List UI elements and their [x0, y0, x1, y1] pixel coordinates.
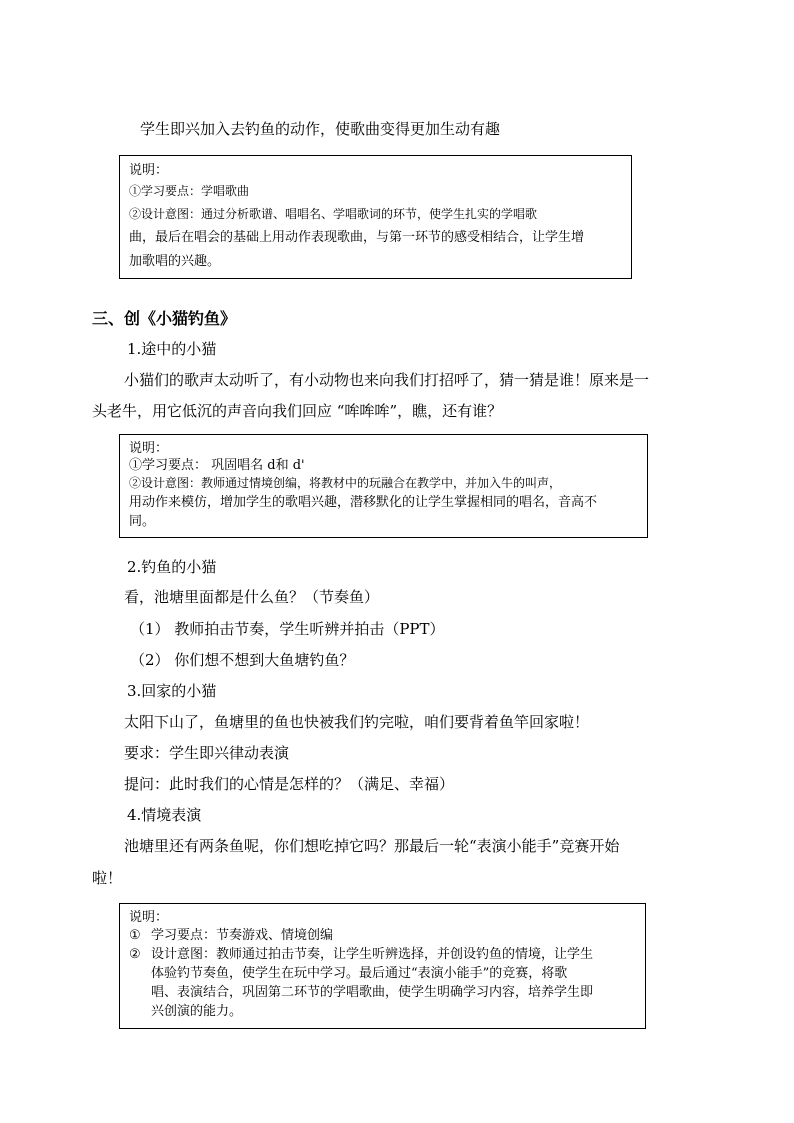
note-title: 说明： [129, 441, 169, 456]
note-line: 唱、表演结合，巩固第二环节的学唱歌曲，使学生明确学习内容，培养学生即 [151, 985, 594, 1000]
note-line: ②设计意图：教师通过情境创编，将教材中的玩融合在教学中，并加入牛的叫声， [129, 476, 562, 490]
note-marker: ① [129, 928, 141, 943]
subheading-4: 4.情境表演 [127, 806, 202, 824]
paragraph-line: 啦！ [92, 869, 123, 887]
note-line: 曲，最后在唱会的基础上用动作表现歌曲，与第一环节的感受相结合，让学生增 [129, 230, 585, 245]
intro-line: 学生即兴加入去钓鱼的动作，使歌曲变得更加生动有趣 [140, 120, 501, 138]
list-item-2: （2） 你们想不想到大鱼塘钓鱼？ [130, 651, 355, 669]
paragraph-line: 太阳下山了，鱼塘里的鱼也快被我们钓完啦，咱们要背着鱼竿回家啦！ [124, 713, 590, 731]
paragraph-line: 看，池塘里面都是什么鱼？（节奏鱼） [124, 588, 380, 606]
note-line: 体验钓节奏鱼，使学生在玩中学习。最后通过“表演小能手”的竞赛，将歌 [151, 966, 568, 981]
list-item-1: （1） 教师拍击节奏，学生听辨并拍击（PPT） [130, 620, 445, 638]
note-title: 说明： [129, 163, 169, 178]
paragraph-line: 池塘里还有两条鱼呢，你们想吃掉它吗？那最后一轮“表演小能手”竞赛开始 [124, 837, 620, 855]
section-heading: 三、创《小猫钓鱼》 [92, 309, 237, 328]
paragraph-line: 小猫们的歌声太动听了，有小动物也来向我们打招呼了，猜一猜是谁！原来是一 [124, 371, 650, 389]
note-line: ①学习要点： 巩固唱名 d和 d' [129, 458, 305, 473]
subheading-1: 1.途中的小猫 [127, 340, 217, 358]
note-line: 用动作来模仿，增加学生的歌唱兴趣，潜移默化的让学生掌握相同的唱名，音高不 [129, 495, 598, 510]
note-box-3 [119, 903, 646, 1029]
paragraph-line: 要求：学生即兴律动表演 [124, 744, 290, 762]
note-box-1 [119, 155, 632, 279]
note-line: 学习要点：节奏游戏、情境创编 [151, 928, 334, 943]
note-line: 加歌唱的兴趣。 [129, 254, 221, 269]
note-line: 兴创演的能力。 [151, 1004, 243, 1019]
paragraph-line: 提问：此时我们的心情是怎样的？（满足、幸福） [124, 775, 455, 793]
subheading-3: 3.回家的小猫 [127, 682, 217, 700]
note-line: ②设计意图：通过分析歌谱、唱唱名、学唱歌词的环节，使学生扎实的学唱歌 [129, 207, 538, 221]
note-line: 同。 [129, 514, 156, 529]
note-line: ①学习要点：学唱歌曲 [129, 184, 250, 198]
note-marker: ② [129, 947, 141, 962]
note-title: 说明： [129, 910, 169, 925]
paragraph-line: 头老牛，用它低沉的声音向我们回应 “哞哞哞”，瞧，还有谁？ [92, 402, 503, 420]
subheading-2: 2.钓鱼的小猫 [127, 558, 217, 576]
note-line: 设计意图：教师通过拍击节奏，让学生听辨选择，并创设钓鱼的情境，让学生 [151, 947, 594, 962]
note-box-2 [119, 434, 648, 538]
